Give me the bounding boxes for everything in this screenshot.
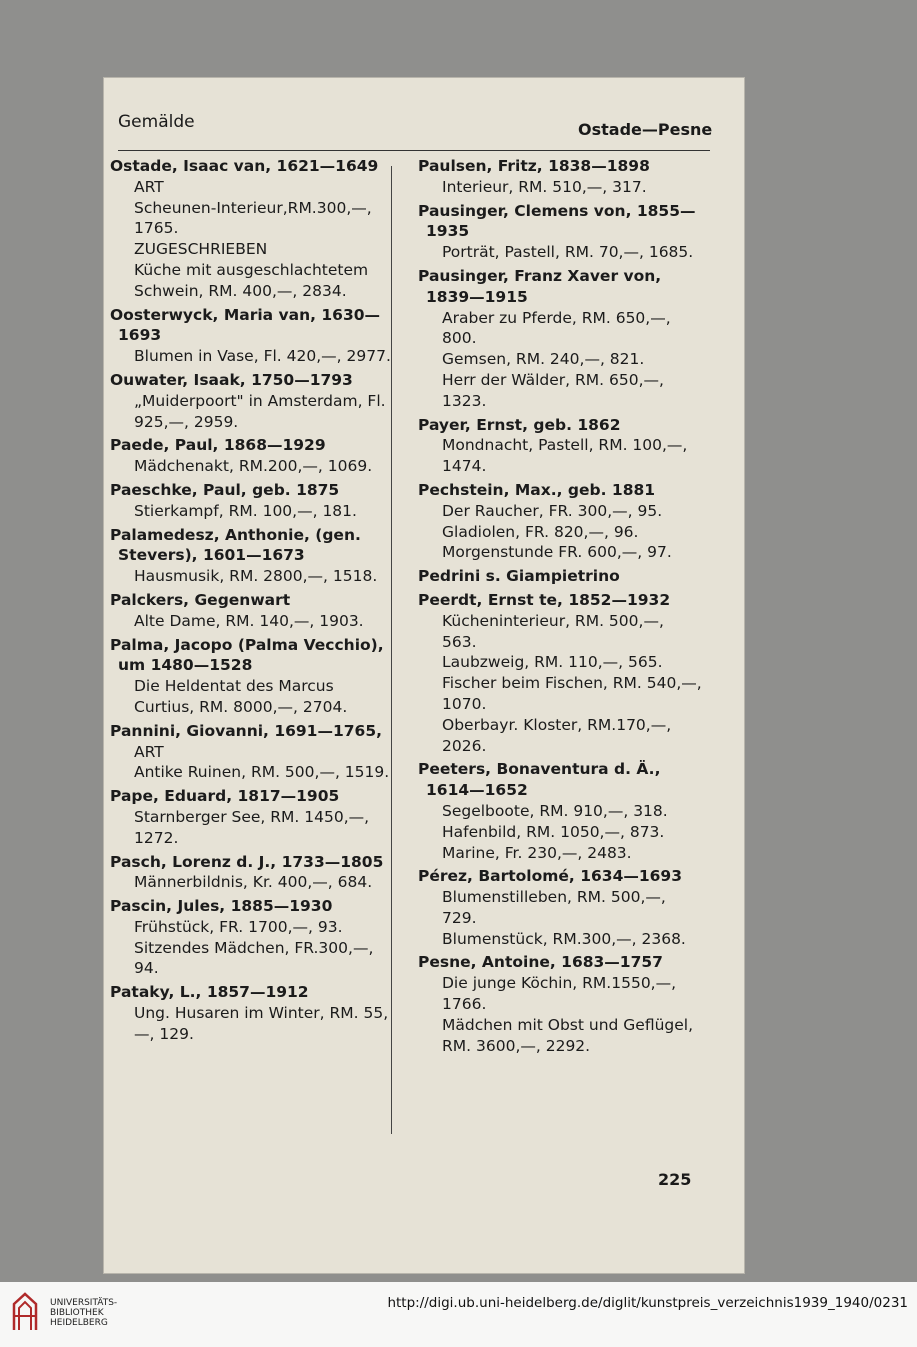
catalog-entry — [110, 435, 395, 477]
artist-name: Peerdt, Ernst te, 1852—1932 — [418, 590, 671, 609]
library-line: UNIVERSITÄTS- — [50, 1298, 118, 1308]
catalog-entry — [418, 415, 703, 477]
catalog-entry — [418, 156, 703, 198]
library-name — [50, 1298, 117, 1328]
catalog-entry — [418, 866, 703, 949]
artwork-line: Alte Dame, RM. 140,—, 1903. — [134, 611, 364, 630]
artwork-line: Antike Ruinen, RM. 500,—, 1519. — [134, 763, 390, 782]
artwork-line: Gemsen, RM. 240,—, 821. — [442, 350, 645, 369]
header-rule — [118, 150, 710, 151]
library-line: BIBLIOTHEK — [50, 1308, 104, 1318]
artist-name: Pape, Eduard, 1817—1905 — [110, 787, 340, 806]
catalog-entry — [110, 786, 395, 848]
artist-name: Palamedesz, Anthonie, (gen. Stevers), 1601—1673 — [110, 525, 361, 565]
catalog-entry — [110, 156, 395, 302]
catalog-entry — [418, 201, 703, 263]
artist-name: Pérez, Bartolomé, 1634—1693 — [418, 867, 682, 886]
page-number: 225 — [658, 1170, 692, 1189]
catalog-entry — [110, 852, 395, 894]
artwork-line: Küche mit ausgeschlachtetem Schwein, RM. 400,—, 2834. — [134, 260, 369, 300]
artist-name: Pannini, Giovanni, 1691—1765, — [110, 721, 382, 740]
artwork-line: Araber zu Pferde, RM. 650,—, 800. — [442, 308, 671, 348]
artwork-line: Die junge Köchin, RM.1550,—, 1766. — [442, 974, 677, 1014]
section-header: Gemälde — [118, 112, 195, 132]
artwork-line: Die Heldentat des Marcus Curtius, RM. 8000,—, 2704. — [134, 677, 348, 716]
artwork-line: Stierkampf, RM. 100,—, 181. — [134, 501, 357, 520]
artist-name: Paede, Paul, 1868—1929 — [110, 436, 326, 455]
catalog-entry — [110, 982, 395, 1044]
catalog-entry — [418, 566, 703, 587]
artist-name: Pechstein, Max., geb. 1881 — [418, 480, 656, 499]
artwork-line: Laubzweig, RM. 110,—, 565. — [442, 653, 663, 672]
artwork-line: Herr der Wälder, RM. 650,—, 1323. — [442, 370, 664, 410]
artwork-line: Kücheninterieur, RM. 500,—, 563. — [442, 611, 664, 651]
artwork-line: Hausmusik, RM. 2800,—, 1518. — [134, 567, 378, 586]
artwork-line: Morgenstunde FR. 600,—, 97. — [442, 543, 672, 562]
artwork-line: Ung. Husaren im Winter, RM. 55,—, 129. — [134, 1004, 389, 1043]
left-column — [110, 156, 395, 1048]
artwork-line: „Muiderpoort" in Amsterdam, Fl. 925,—, 2959. — [134, 391, 386, 431]
artwork-line: Gladiolen, FR. 820,—, 96. — [442, 522, 639, 541]
artwork-line: Der Raucher, FR. 300,—, 95. — [442, 501, 663, 520]
artist-name: Ouwater, Isaak, 1750—1793 — [110, 370, 353, 389]
catalog-entry — [110, 370, 395, 432]
library-logo-icon — [10, 1290, 40, 1334]
artwork-line: Marine, Fr. 230,—, 2483. — [442, 843, 632, 862]
artwork-line: Mondnacht, Pastell, RM. 100,—, 1474. — [442, 436, 688, 476]
artwork-line: Blumenstilleben, RM. 500,—, 729. — [442, 888, 666, 927]
artwork-line: Fischer beim Fischen, RM. 540,—, 1070. — [442, 674, 702, 713]
artwork-line: ART — [134, 742, 164, 761]
artwork-line: Oberbayr. Kloster, RM.170,—, 2026. — [442, 715, 672, 755]
catalog-entry — [110, 525, 395, 587]
artwork-line: Frühstück, FR. 1700,—, 93. — [134, 917, 343, 936]
catalog-entry — [110, 305, 395, 367]
catalog-entry — [418, 480, 703, 563]
artist-name: Paulsen, Fritz, 1838—1898 — [418, 157, 650, 175]
footer-bar — [0, 1282, 917, 1347]
artist-name: Paeschke, Paul, geb. 1875 — [110, 480, 340, 499]
artist-name: Ostade, Isaac van, 1621—1649 — [110, 157, 379, 175]
artwork-line: Mädchenakt, RM.200,—, 1069. — [134, 457, 373, 476]
artwork-line: Mädchen mit Obst und Geflügel, RM. 3600,—, 2292. — [442, 1015, 694, 1055]
artwork-line: Hafenbild, RM. 1050,—, 873. — [442, 822, 665, 841]
catalog-entry — [110, 896, 395, 979]
artist-name: Oosterwyck, Maria van, 1630—1693 — [110, 305, 381, 345]
artist-name: Pesne, Antoine, 1683—1757 — [418, 953, 663, 972]
artist-name: Payer, Ernst, geb. 1862 — [418, 415, 621, 434]
artwork-line: Scheunen-Interieur,RM.300,—, 1765. — [134, 198, 372, 238]
artwork-line: Sitzendes Mädchen, FR.300,—, 94. — [134, 938, 374, 978]
right-column — [418, 156, 703, 1059]
catalog-entry — [110, 635, 395, 718]
artwork-line: ZUGESCHRIEBEN — [134, 240, 268, 259]
artwork-line: Porträt, Pastell, RM. 70,—, 1685. — [442, 243, 694, 262]
catalog-entry — [418, 952, 703, 1056]
library-line: HEIDELBERG — [50, 1318, 108, 1328]
artwork-line: Starnberger See, RM. 1450,—, 1272. — [134, 807, 370, 847]
artwork-line: ART — [134, 177, 164, 196]
artist-name: Peeters, Bonaventura d. Ä., 1614—1652 — [418, 760, 661, 800]
catalog-entry — [110, 480, 395, 522]
catalog-entry — [418, 759, 703, 863]
artist-name: Pasch, Lorenz d. J., 1733—1805 — [110, 852, 384, 871]
artwork-line: Blumen in Vase, Fl. 420,—, 2977. — [134, 347, 391, 366]
artist-name: Pataky, L., 1857—1912 — [110, 983, 309, 1002]
artwork-line: Interieur, RM. 510,—, 317. — [442, 177, 647, 196]
artwork-line: Segelboote, RM. 910,—, 318. — [442, 801, 668, 820]
artwork-line: Männerbildnis, Kr. 400,—, 684. — [134, 873, 373, 892]
catalog-entry — [418, 266, 703, 412]
artist-name: Pedrini s. Giampietrino — [418, 567, 620, 586]
range-header: Ostade—Pesne — [578, 120, 713, 139]
artist-name: Pausinger, Franz Xaver von, 1839—1915 — [418, 266, 662, 306]
artwork-line: Blumenstück, RM.300,—, 2368. — [442, 929, 686, 948]
catalog-entry — [110, 721, 395, 783]
artist-name: Pascin, Jules, 1885—1930 — [110, 897, 333, 916]
catalog-entry — [418, 590, 703, 756]
catalog-entry — [110, 590, 395, 632]
source-url[interactable]: http://digi.ub.uni-heidelberg.de/diglit/kunstpreis_verzeichnis1939_1940/0231 — [387, 1295, 908, 1311]
artist-name: Palma, Jacopo (Palma Vecchio), um 1480—1528 — [110, 635, 384, 675]
artist-name: Palckers, Gegenwart — [110, 590, 291, 609]
artist-name: Pausinger, Clemens von, 1855—1935 — [418, 201, 696, 241]
